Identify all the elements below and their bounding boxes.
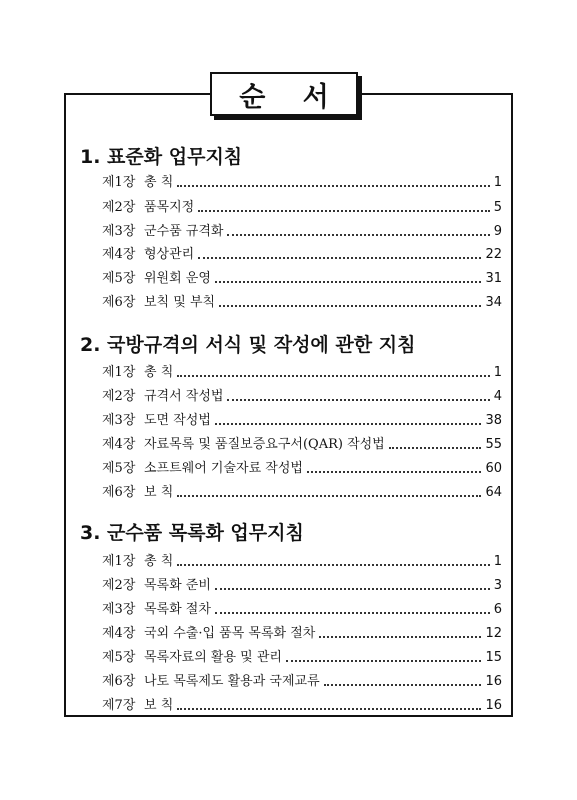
chapter-number: 제5장 [102,650,136,665]
toc-entry[interactable] [102,388,502,406]
chapter-number: 제7장 [102,698,136,713]
toc-entry[interactable] [102,270,502,288]
chapter-number: 제5장 [102,271,136,286]
toc-entry[interactable] [102,460,502,478]
chapter-title: 자료목록 및 품질보증요구서(QAR) 작성법 [144,437,385,452]
chapter-title: 총 칙 [144,175,174,190]
page-number: 22 [485,247,502,262]
chapter-number: 제1장 [102,365,136,380]
chapter-title: 소프트웨어 기술자료 작성법 [144,461,303,476]
dot-leader [198,210,489,212]
section-heading-2: 2. 국방규격의 서식 및 작성에 관한 지침 [80,334,416,356]
dot-leader [215,281,482,283]
page-number: 64 [485,485,502,500]
dot-leader [198,257,481,259]
section-heading-3: 3. 군수품 목록화 업무지침 [80,522,304,544]
page-number: 1 [493,554,502,569]
toc-title: 순 서 [239,81,343,113]
page-number: 4 [493,389,502,404]
chapter-number: 제5장 [102,461,136,476]
page-number: 1 [493,175,502,190]
toc-entry[interactable] [102,697,502,715]
toc-entry[interactable] [102,364,502,382]
toc-entry[interactable] [102,577,502,595]
chapter-number: 제1장 [102,175,136,190]
dot-leader [219,305,481,307]
chapter-number: 제3장 [102,224,136,239]
toc-entry[interactable] [102,412,502,430]
page-number: 6 [493,602,502,617]
chapter-number: 제2장 [102,578,136,593]
page-number: 12 [485,626,502,641]
dot-leader [227,399,489,401]
toc-entry[interactable] [102,294,502,312]
chapter-number: 제4장 [102,247,136,262]
dot-leader [324,684,482,686]
page-number: 9 [493,224,502,239]
chapter-number: 제4장 [102,437,136,452]
chapter-title: 목록화 준비 [144,578,211,593]
page-number: 38 [485,413,502,428]
dot-leader [177,708,481,710]
chapter-title: 품목지정 [144,200,195,215]
chapter-number: 제6장 [102,485,136,500]
chapter-number: 제2장 [102,389,136,404]
page-number: 16 [485,674,502,689]
page-number: 1 [493,365,502,380]
dot-leader [215,423,482,425]
toc-entry[interactable] [102,199,502,217]
chapter-number: 제2장 [102,200,136,215]
page-number: 34 [485,295,502,310]
chapter-title: 총 칙 [144,554,174,569]
dot-leader [177,564,489,566]
page-number: 15 [485,650,502,665]
chapter-title: 규격서 작성법 [144,389,224,404]
toc-entry[interactable] [102,484,502,502]
toc-entry[interactable] [102,625,502,643]
toc-entry[interactable] [102,436,502,454]
chapter-number: 제3장 [102,413,136,428]
toc-title-box [210,72,358,116]
dot-leader [177,185,489,187]
dot-leader [215,588,490,590]
toc-entry[interactable] [102,673,502,691]
chapter-number: 제6장 [102,295,136,310]
toc-entry[interactable] [102,601,502,619]
chapter-title: 목록화 절차 [144,602,211,617]
chapter-title: 국외 수출·입 품목 목록화 절차 [144,626,316,641]
chapter-title: 군수품 규격화 [144,224,224,239]
chapter-number: 제3장 [102,602,136,617]
dot-leader [307,471,481,473]
page-number: 5 [493,200,502,215]
chapter-number: 제1장 [102,554,136,569]
page-number: 16 [485,698,502,713]
toc-entry[interactable] [102,553,502,571]
chapter-title: 보 칙 [144,698,174,713]
dot-leader [286,660,481,662]
page-number: 3 [493,578,502,593]
chapter-number: 제4장 [102,626,136,641]
dot-leader [227,234,489,236]
toc-entry[interactable] [102,649,502,667]
chapter-title: 형상관리 [144,247,195,262]
chapter-title: 나토 목록제도 활용과 국제교류 [144,674,320,689]
page-number: 31 [485,271,502,286]
toc-entry[interactable] [102,246,502,264]
chapter-title: 목록자료의 활용 및 관리 [144,650,282,665]
page-number: 55 [485,437,502,452]
chapter-number: 제6장 [102,674,136,689]
toc-entry[interactable] [102,223,502,241]
dot-leader [319,636,481,638]
toc-entry[interactable] [102,174,502,192]
section-heading-1: 1. 표준화 업무지침 [80,146,243,168]
chapter-title: 보칙 및 부칙 [144,295,216,310]
dot-leader [177,495,481,497]
chapter-title: 총 칙 [144,365,174,380]
chapter-title: 위원회 운영 [144,271,211,286]
dot-leader [389,447,482,449]
chapter-title: 도면 작성법 [144,413,211,428]
page-number: 60 [485,461,502,476]
chapter-title: 보 칙 [144,485,174,500]
dot-leader [177,375,489,377]
dot-leader [215,612,490,614]
